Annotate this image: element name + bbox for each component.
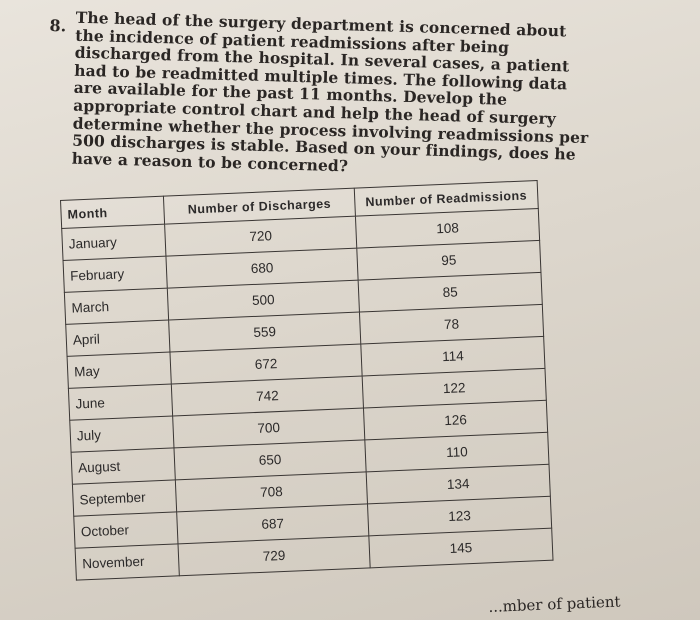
cell-discharges: 687 xyxy=(177,504,369,544)
cell-readmissions: 134 xyxy=(366,464,550,504)
header-discharges: Number of Discharges xyxy=(163,188,355,224)
cell-discharges: 559 xyxy=(169,312,361,352)
header-month: Month xyxy=(61,196,165,228)
cell-month: November xyxy=(75,544,179,580)
cell-discharges: 650 xyxy=(174,440,366,480)
cell-discharges: 708 xyxy=(175,472,367,512)
cell-readmissions: 85 xyxy=(358,272,542,312)
cell-discharges: 729 xyxy=(178,536,370,576)
cell-readmissions: 114 xyxy=(361,336,545,376)
cell-discharges: 700 xyxy=(173,408,365,448)
problem-number: 8. xyxy=(49,15,67,36)
cell-month: April xyxy=(66,320,170,356)
cell-month: June xyxy=(68,384,172,420)
cell-month: May xyxy=(67,352,171,388)
cell-month: January xyxy=(62,224,166,260)
cell-month: October xyxy=(74,512,178,548)
cell-readmissions: 123 xyxy=(367,496,551,536)
cell-discharges: 720 xyxy=(165,216,357,256)
cell-readmissions: 108 xyxy=(355,208,539,248)
cell-readmissions: 110 xyxy=(365,432,549,472)
cell-month: September xyxy=(72,480,176,516)
cell-readmissions: 126 xyxy=(363,400,547,440)
data-table-container xyxy=(60,180,554,581)
cell-discharges: 680 xyxy=(166,248,358,288)
readmissions-table xyxy=(60,180,554,581)
cell-readmissions: 122 xyxy=(362,368,546,408)
header-readmissions: Number of Readmissions xyxy=(354,181,538,217)
cell-discharges: 672 xyxy=(170,344,362,384)
cell-readmissions: 145 xyxy=(369,528,553,568)
cell-month: March xyxy=(64,288,168,324)
next-problem-fragment: ...mber of patient xyxy=(488,592,621,616)
cell-month: February xyxy=(63,256,167,292)
problem-statement: The head of the surgery department is concerned about the incidence of patient readmissions after being discharged from the hospital. In several cases, a patient had to be readmitted multiple times. The following data are available for the past 11 months. Develop the appropriate control chart and help the head of surgery determine whether the process involving readmissions per 500 discharges is stable. Based on your findings, does he have a reason to be concerned? xyxy=(71,7,589,176)
problem-8 xyxy=(46,8,610,182)
cell-readmissions: 95 xyxy=(357,240,541,280)
cell-discharges: 500 xyxy=(167,280,359,320)
cell-month: July xyxy=(70,416,174,452)
cell-month: August xyxy=(71,448,175,484)
cell-readmissions: 78 xyxy=(359,304,543,344)
cell-discharges: 742 xyxy=(171,376,363,416)
